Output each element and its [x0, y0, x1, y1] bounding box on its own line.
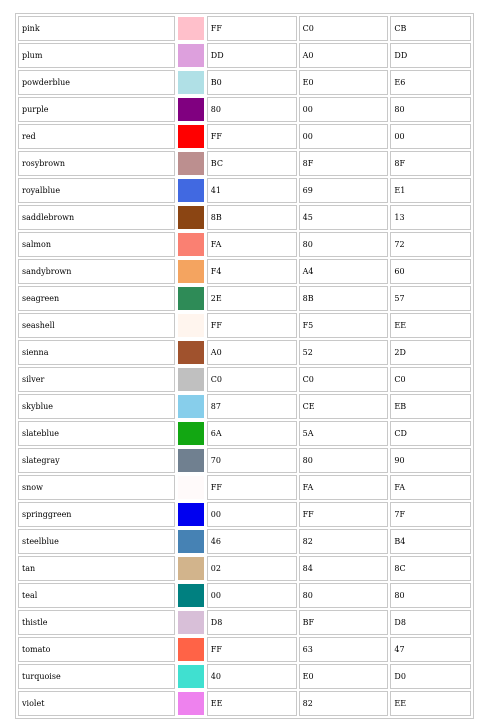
table-row	[18, 529, 471, 554]
red-hex-cell: FF	[207, 124, 297, 149]
color-name-cell: tan	[18, 556, 175, 581]
color-swatch	[177, 664, 205, 689]
color-swatch	[177, 97, 205, 122]
red-hex-cell: A0	[207, 340, 297, 365]
color-name-cell: teal	[18, 583, 175, 608]
green-hex-cell: A0	[299, 43, 389, 68]
red-hex-cell: 00	[207, 583, 297, 608]
table-row	[18, 664, 471, 689]
color-swatch	[177, 259, 205, 284]
color-swatch	[177, 421, 205, 446]
red-hex-cell: DD	[207, 43, 297, 68]
blue-hex-cell: B4	[390, 529, 471, 554]
table-row	[18, 502, 471, 527]
color-name-cell: slategray	[18, 448, 175, 473]
blue-hex-cell: 7F	[390, 502, 471, 527]
red-hex-cell: 40	[207, 664, 297, 689]
color-swatch	[177, 70, 205, 95]
color-swatch	[177, 340, 205, 365]
table-row	[18, 313, 471, 338]
color-swatch	[177, 637, 205, 662]
color-name-cell: snow	[18, 475, 175, 500]
color-name-cell: silver	[18, 367, 175, 392]
green-hex-cell: FF	[299, 502, 389, 527]
red-hex-cell: FA	[207, 232, 297, 257]
red-hex-cell: F4	[207, 259, 297, 284]
color-name-cell: salmon	[18, 232, 175, 257]
green-hex-cell: 69	[299, 178, 389, 203]
green-hex-cell: 8F	[299, 151, 389, 176]
blue-hex-cell: DD	[390, 43, 471, 68]
red-hex-cell: 2E	[207, 286, 297, 311]
table-row	[18, 259, 471, 284]
table-row	[18, 16, 471, 41]
color-name-cell: violet	[18, 691, 175, 716]
blue-hex-cell: 60	[390, 259, 471, 284]
green-hex-cell: A4	[299, 259, 389, 284]
table-row	[18, 394, 471, 419]
green-hex-cell: E0	[299, 70, 389, 95]
red-hex-cell: EE	[207, 691, 297, 716]
color-swatch	[177, 610, 205, 635]
color-name-cell: turquoise	[18, 664, 175, 689]
red-hex-cell: 02	[207, 556, 297, 581]
blue-hex-cell: 8F	[390, 151, 471, 176]
red-hex-cell: C0	[207, 367, 297, 392]
color-name-cell: rosybrown	[18, 151, 175, 176]
green-hex-cell: E0	[299, 664, 389, 689]
table-row	[18, 97, 471, 122]
table-row	[18, 475, 471, 500]
red-hex-cell: 80	[207, 97, 297, 122]
table-row	[18, 70, 471, 95]
color-name-cell: saddlebrown	[18, 205, 175, 230]
green-hex-cell: C0	[299, 367, 389, 392]
color-swatch	[177, 367, 205, 392]
color-swatch	[177, 448, 205, 473]
table-row	[18, 421, 471, 446]
blue-hex-cell: E6	[390, 70, 471, 95]
blue-hex-cell: 80	[390, 583, 471, 608]
green-hex-cell: 82	[299, 529, 389, 554]
color-name-cell: seashell	[18, 313, 175, 338]
blue-hex-cell: 57	[390, 286, 471, 311]
color-swatch	[177, 502, 205, 527]
green-hex-cell: CE	[299, 394, 389, 419]
table-row	[18, 583, 471, 608]
table-row	[18, 232, 471, 257]
blue-hex-cell: EE	[390, 313, 471, 338]
blue-hex-cell: 00	[390, 124, 471, 149]
color-swatch	[177, 691, 205, 716]
green-hex-cell: 80	[299, 583, 389, 608]
blue-hex-cell: 8C	[390, 556, 471, 581]
color-name-cell: slateblue	[18, 421, 175, 446]
green-hex-cell: 82	[299, 691, 389, 716]
color-name-cell: steelblue	[18, 529, 175, 554]
red-hex-cell: B0	[207, 70, 297, 95]
red-hex-cell: 41	[207, 178, 297, 203]
table-row	[18, 367, 471, 392]
color-name-cell: purple	[18, 97, 175, 122]
green-hex-cell: 45	[299, 205, 389, 230]
color-swatch	[177, 16, 205, 41]
blue-hex-cell: 13	[390, 205, 471, 230]
table-row	[18, 286, 471, 311]
blue-hex-cell: EE	[390, 691, 471, 716]
red-hex-cell: 70	[207, 448, 297, 473]
red-hex-cell: FF	[207, 637, 297, 662]
color-swatch	[177, 475, 205, 500]
red-hex-cell: D8	[207, 610, 297, 635]
blue-hex-cell: 72	[390, 232, 471, 257]
color-name-cell: sienna	[18, 340, 175, 365]
table-row	[18, 205, 471, 230]
color-swatch	[177, 313, 205, 338]
blue-hex-cell: 80	[390, 97, 471, 122]
color-swatch	[177, 529, 205, 554]
table-row	[18, 448, 471, 473]
blue-hex-cell: D0	[390, 664, 471, 689]
color-swatch	[177, 205, 205, 230]
color-name-cell: royalblue	[18, 178, 175, 203]
green-hex-cell: 00	[299, 97, 389, 122]
blue-hex-cell: D8	[390, 610, 471, 635]
blue-hex-cell: 47	[390, 637, 471, 662]
color-name-cell: skyblue	[18, 394, 175, 419]
table-row	[18, 43, 471, 68]
red-hex-cell: BC	[207, 151, 297, 176]
color-swatch	[177, 232, 205, 257]
color-swatch	[177, 556, 205, 581]
red-hex-cell: 6A	[207, 421, 297, 446]
color-swatch	[177, 124, 205, 149]
table-row	[18, 340, 471, 365]
blue-hex-cell: FA	[390, 475, 471, 500]
color-name-cell: powderblue	[18, 70, 175, 95]
color-name-cell: springgreen	[18, 502, 175, 527]
green-hex-cell: 00	[299, 124, 389, 149]
color-swatch	[177, 43, 205, 68]
table-row	[18, 151, 471, 176]
table-row	[18, 610, 471, 635]
green-hex-cell: 52	[299, 340, 389, 365]
green-hex-cell: F5	[299, 313, 389, 338]
color-name-cell: red	[18, 124, 175, 149]
red-hex-cell: 87	[207, 394, 297, 419]
color-swatch	[177, 178, 205, 203]
red-hex-cell: FF	[207, 16, 297, 41]
red-hex-cell: 00	[207, 502, 297, 527]
green-hex-cell: BF	[299, 610, 389, 635]
color-table	[15, 13, 474, 719]
green-hex-cell: 80	[299, 232, 389, 257]
green-hex-cell: 84	[299, 556, 389, 581]
red-hex-cell: FF	[207, 313, 297, 338]
blue-hex-cell: 90	[390, 448, 471, 473]
table-row	[18, 691, 471, 716]
table-row	[18, 556, 471, 581]
table-row	[18, 637, 471, 662]
color-name-cell: tomato	[18, 637, 175, 662]
red-hex-cell: 8B	[207, 205, 297, 230]
blue-hex-cell: CD	[390, 421, 471, 446]
blue-hex-cell: E1	[390, 178, 471, 203]
green-hex-cell: 63	[299, 637, 389, 662]
color-name-cell: thistle	[18, 610, 175, 635]
green-hex-cell: 8B	[299, 286, 389, 311]
blue-hex-cell: 2D	[390, 340, 471, 365]
color-name-cell: plum	[18, 43, 175, 68]
green-hex-cell: FA	[299, 475, 389, 500]
red-hex-cell: FF	[207, 475, 297, 500]
red-hex-cell: 46	[207, 529, 297, 554]
table-row	[18, 178, 471, 203]
blue-hex-cell: C0	[390, 367, 471, 392]
green-hex-cell: 80	[299, 448, 389, 473]
blue-hex-cell: CB	[390, 16, 471, 41]
color-swatch	[177, 151, 205, 176]
green-hex-cell: C0	[299, 16, 389, 41]
color-name-cell: seagreen	[18, 286, 175, 311]
color-name-cell: pink	[18, 16, 175, 41]
green-hex-cell: 5A	[299, 421, 389, 446]
table-row	[18, 124, 471, 149]
color-table-body	[18, 16, 471, 716]
color-swatch	[177, 583, 205, 608]
color-swatch	[177, 286, 205, 311]
color-name-cell: sandybrown	[18, 259, 175, 284]
blue-hex-cell: EB	[390, 394, 471, 419]
color-swatch	[177, 394, 205, 419]
